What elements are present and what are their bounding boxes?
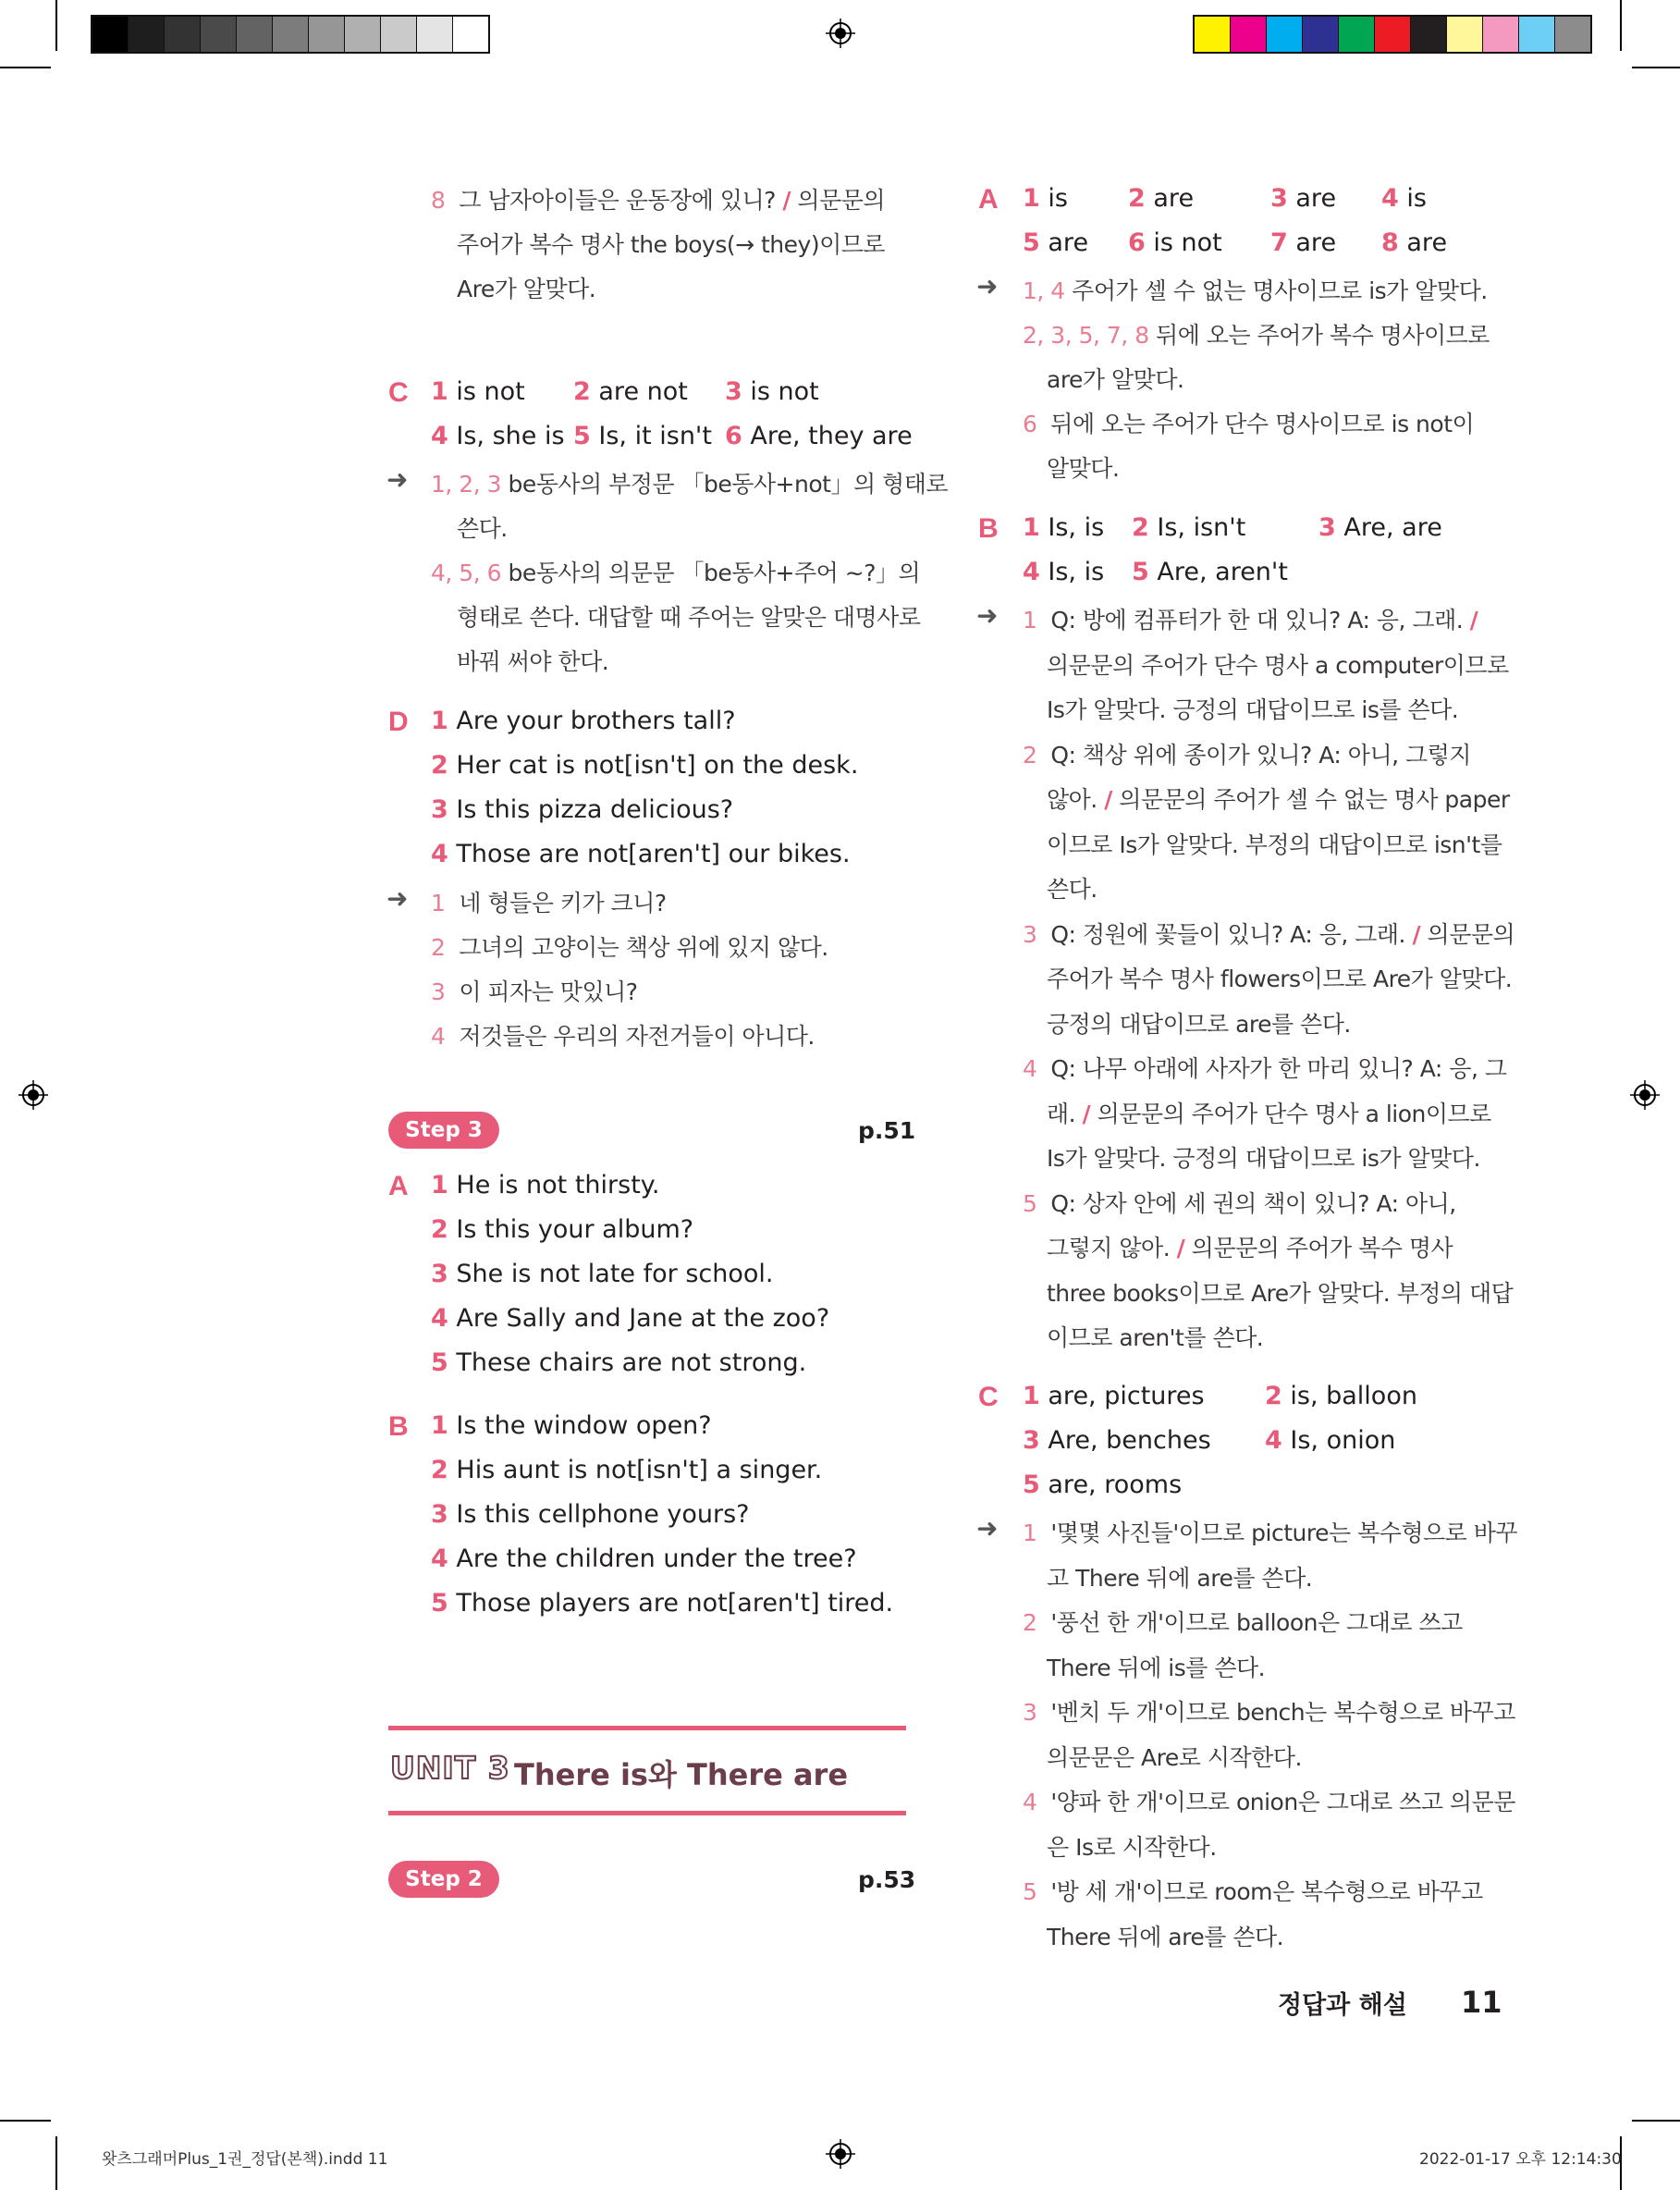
section-label: C — [388, 377, 409, 408]
registration-mark-icon — [826, 18, 855, 48]
color-swatch — [92, 17, 129, 52]
explanation-line: 2 '풍선 한 개'이므로 balloon은 그대로 쓰고 — [1023, 1609, 1463, 1636]
answer-row: 2 Is this your album? — [431, 1215, 694, 1244]
answer-row: 4 is — [1381, 184, 1427, 213]
explanation-line: 4 '양파 한 개'이므로 onion은 그대로 쓰고 의문문 — [1023, 1789, 1515, 1815]
color-swatch — [309, 17, 345, 52]
answer-row: 4 Is, is — [1023, 558, 1105, 586]
explanation-line: There 뒤에 is를 쓴다. — [1047, 1654, 1266, 1681]
answer-row: 1 He is not thirsty. — [431, 1171, 660, 1200]
slug-filename: 왓츠그래머Plus_1권_정답(본책).indd 11 — [102, 2150, 388, 2169]
explanation-line: 4, 5, 6 be동사의 의문문 「be동사+주어 ~?」의 — [431, 560, 921, 586]
answer-row: 1 are, pictures — [1023, 1382, 1205, 1410]
answer-row: 2 Is, isn't — [1132, 513, 1246, 542]
explanation-line: 의문문의 주어가 단수 명사 a computer이므로 — [1047, 651, 1509, 679]
explanation-line: 주어가 복수 명사 the boys(→ they)이므로 — [457, 231, 886, 258]
answer-row: 1 Is the window open? — [431, 1411, 712, 1440]
crop-mark — [55, 2136, 57, 2190]
crop-mark — [0, 67, 51, 68]
explanation-line: 이므로 Is가 알맞다. 부정의 대답이므로 isn't를 — [1047, 830, 1502, 858]
section-label: A — [978, 184, 999, 215]
explanation-line: 2 Q: 책상 위에 종이가 있니? A: 아니, 그렇지 — [1023, 741, 1471, 769]
crop-mark — [0, 2120, 51, 2122]
explanation-line: 형태로 쓴다. 대답할 때 주어는 알맞은 대명사로 — [457, 604, 921, 631]
step-badge: Step 3 — [388, 1112, 499, 1149]
answer-row: 3 She is not late for school. — [431, 1260, 774, 1288]
answer-row: 5 Those players are not[aren't] tired. — [431, 1589, 894, 1618]
explanation-line: 1, 2, 3 be동사의 부정문 「be동사+not」의 형태로 — [431, 471, 948, 498]
registration-mark-icon — [18, 1080, 48, 1110]
answer-row: 4 Is, she is — [431, 422, 565, 450]
explanation-line: 쓴다. — [457, 515, 508, 542]
slug-date: 2022-01-17 오후 12:14:30 — [1419, 2150, 1622, 2169]
answer-row: 4 Is, onion — [1265, 1426, 1396, 1455]
explanation-line: Are가 알맞다. — [457, 276, 596, 302]
answer-row: 3 is not — [725, 377, 819, 406]
answer-row: 2 is, balloon — [1265, 1382, 1417, 1410]
answer-row: 4 Are the children under the tree? — [431, 1544, 857, 1573]
section-label: B — [388, 1411, 409, 1442]
color-swatch — [1555, 17, 1590, 52]
color-swatch — [129, 17, 165, 52]
answer-row: 2 are — [1128, 184, 1195, 213]
explanation-line: 긍정의 대답이므로 are를 쓴다. — [1047, 1010, 1351, 1038]
explanation-line: 1 '몇몇 사진들'이므로 picture는 복수형으로 바꾸 — [1023, 1519, 1518, 1546]
unit-badge: UNIT 3 — [390, 1750, 510, 1786]
footer-label: 정답과 해설 — [1278, 1991, 1407, 2020]
answer-row: 6 Are, they are — [725, 422, 913, 450]
answer-row: 4 Those are not[aren't] our bikes. — [431, 840, 851, 868]
answer-row: 5 are — [1023, 228, 1089, 257]
answer-row: 6 is not — [1128, 228, 1222, 257]
answer-row: 1 Is, is — [1023, 513, 1105, 542]
crop-mark — [55, 0, 57, 51]
color-swatch — [1375, 17, 1411, 52]
color-swatch — [165, 17, 201, 52]
color-swatch — [1519, 17, 1555, 52]
page-reference: p.51 — [858, 1117, 916, 1144]
explanation-line: 1 네 형들은 키가 크니? — [431, 890, 667, 917]
explanation-line: 3 이 피자는 맛있니? — [431, 978, 638, 1005]
process-color-bar — [1193, 15, 1592, 54]
color-swatch — [1195, 17, 1231, 52]
crop-mark — [1620, 0, 1622, 51]
arrow-icon: ➜ — [386, 883, 409, 914]
answer-row: 5 Is, it isn't — [573, 422, 712, 450]
explanation-line: 4 Q: 나무 아래에 사자가 한 마리 있니? A: 응, 그 — [1023, 1055, 1507, 1082]
explanation-line: 래. / 의문문의 주어가 단수 명사 a lion이므로 — [1047, 1100, 1491, 1127]
explanation-line: three books이므로 Are가 알맞다. 부정의 대답 — [1047, 1279, 1514, 1307]
answer-row: 4 Are Sally and Jane at the zoo? — [431, 1304, 830, 1333]
unit-divider — [388, 1811, 906, 1815]
explanation-line: 4 저것들은 우리의 자전거들이 아니다. — [431, 1023, 815, 1050]
color-swatch — [237, 17, 273, 52]
explanation-line: 2, 3, 5, 7, 8 뒤에 오는 주어가 복수 명사이므로 — [1023, 322, 1490, 349]
explanation-line: 은 Is로 시작한다. — [1047, 1833, 1217, 1861]
explanation-line: 6 뒤에 오는 주어가 단수 명사이므로 is not이 — [1023, 411, 1475, 437]
explanation-line: 그렇지 않아. / 의문문의 주어가 복수 명사 — [1047, 1235, 1453, 1261]
answer-row: 3 Is this cellphone yours? — [431, 1500, 750, 1529]
explanation-line: 바꿔 써야 한다. — [457, 648, 609, 675]
explanation-line: 의문문은 Are로 시작한다. — [1047, 1743, 1302, 1771]
answer-row: 3 Is this pizza delicious? — [431, 795, 734, 824]
color-swatch — [345, 17, 381, 52]
unit-divider — [388, 1726, 906, 1730]
color-swatch — [273, 17, 309, 52]
crop-mark — [1632, 67, 1680, 68]
color-swatch — [453, 17, 488, 52]
explanation-line: 3 Q: 정원에 꽃들이 있니? A: 응, 그래. / 의문문의 — [1023, 920, 1515, 948]
color-swatch — [1483, 17, 1519, 52]
explanation-line: 1, 4 주어가 셀 수 없는 명사이므로 is가 알맞다. — [1023, 277, 1488, 304]
page-reference: p.53 — [858, 1866, 916, 1893]
color-swatch — [1411, 17, 1447, 52]
answer-row: 5 Are, aren't — [1132, 558, 1288, 586]
explanation-line: There 뒤에 are를 쓴다. — [1047, 1923, 1284, 1950]
section-label: D — [388, 707, 409, 737]
answer-row: 5 are, rooms — [1023, 1470, 1183, 1499]
answer-row: 3 are — [1270, 184, 1337, 213]
registration-mark-icon — [826, 2139, 855, 2169]
explanation-line: 5 Q: 상자 안에 세 권의 책이 있니? A: 아니, — [1023, 1189, 1456, 1217]
color-swatch — [1303, 17, 1339, 52]
answer-row: 1 Are your brothers tall? — [431, 707, 736, 735]
explanation-line: 5 '방 세 개'이므로 room은 복수형으로 바꾸고 — [1023, 1878, 1483, 1905]
explanation-line: 알맞다. — [1047, 455, 1120, 482]
explanation-line: 않아. / 의문문의 주어가 셀 수 없는 명사 paper — [1047, 786, 1510, 813]
arrow-icon: ➜ — [386, 464, 409, 495]
explanation-line: Is가 알맞다. 긍정의 대답이므로 is가 알맞다. — [1047, 1145, 1480, 1172]
explanation-line: 3 '벤치 두 개'이므로 bench는 복수형으로 바꾸고 — [1023, 1699, 1515, 1726]
color-swatch — [417, 17, 453, 52]
answer-row: 1 is not — [431, 377, 525, 406]
explanation-line: 1 Q: 방에 컴퓨터가 한 대 있니? A: 응, 그래. / — [1023, 607, 1478, 634]
arrow-icon: ➜ — [976, 600, 999, 631]
answer-row: 8 are — [1381, 228, 1448, 257]
section-label: B — [978, 513, 999, 544]
explanation-line: 고 There 뒤에 are를 쓴다. — [1047, 1564, 1313, 1592]
answer-row: 2 His aunt is not[isn't] a singer. — [431, 1456, 823, 1484]
crop-mark — [1632, 2120, 1680, 2122]
page-number: 11 — [1461, 1985, 1502, 2020]
explanation-line: 이므로 aren't를 쓴다. — [1047, 1324, 1264, 1351]
explanation-line: Is가 알맞다. 긍정의 대답이므로 is를 쓴다. — [1047, 696, 1459, 723]
answer-row: 7 are — [1270, 228, 1337, 257]
answer-row: 2 Her cat is not[isn't] on the desk. — [431, 751, 859, 780]
answer-row: 1 is — [1023, 184, 1068, 213]
color-swatch — [1339, 17, 1375, 52]
answer-row: 3 Are, benches — [1023, 1426, 1211, 1455]
explanation-line: 2 그녀의 고양이는 책상 위에 있지 않다. — [431, 934, 828, 961]
explanation-b8: 8 그 남자아이들은 운동장에 있니? / 의문문의 — [431, 187, 886, 214]
color-swatch — [1267, 17, 1303, 52]
color-swatch — [1231, 17, 1267, 52]
arrow-icon: ➜ — [976, 1513, 999, 1544]
color-swatch — [381, 17, 417, 52]
section-label: A — [388, 1171, 409, 1201]
answer-row: 2 are not — [573, 377, 688, 406]
explanation-line: 주어가 복수 명사 flowers이므로 Are가 알맞다. — [1047, 966, 1513, 992]
registration-mark-icon — [1630, 1080, 1660, 1110]
explanation-line: 쓴다. — [1047, 876, 1098, 903]
unit-title: There is와 There are — [514, 1757, 849, 1792]
color-swatch — [201, 17, 237, 52]
explanation-line: are가 알맞다. — [1047, 366, 1184, 393]
color-swatch — [1447, 17, 1483, 52]
gray-color-bar — [91, 15, 490, 54]
step-badge: Step 2 — [388, 1861, 499, 1898]
answer-row: 5 These chairs are not strong. — [431, 1348, 807, 1377]
section-label: C — [978, 1382, 999, 1412]
arrow-icon: ➜ — [976, 271, 999, 301]
answer-row: 3 Are, are — [1318, 513, 1442, 542]
